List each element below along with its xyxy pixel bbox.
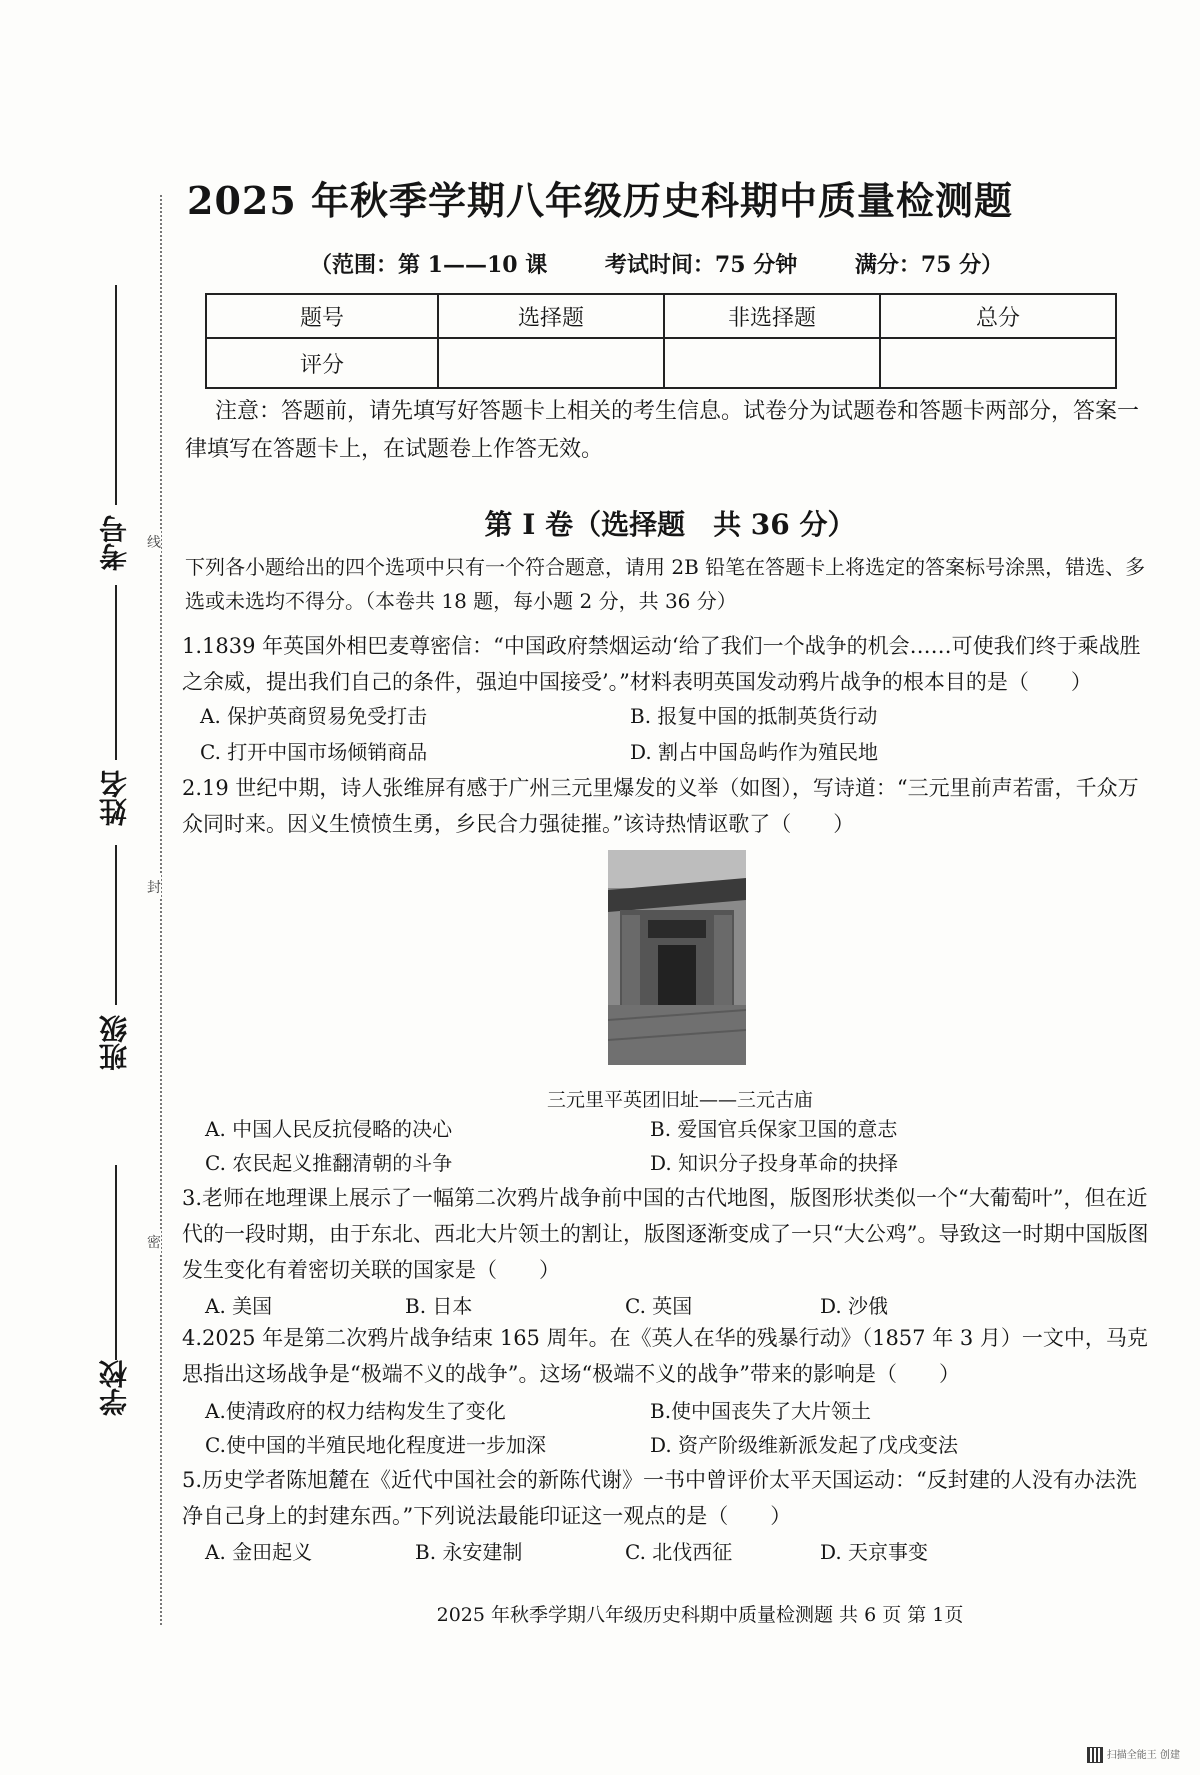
- question-stem: 5.历史学者陈旭麓在《近代中国社会的新陈代谢》一书中曾评价太平天国运动：“反封建的人没有办法洗净自己身上的封建东西。”下列说法最能印证这一观点的是（ ）: [182, 1468, 1137, 1528]
- option-b[interactable]: B.使中国丧失了大片领土: [650, 1399, 872, 1423]
- option-c[interactable]: C. 英国: [625, 1294, 693, 1318]
- bind-mark-seal: 封: [147, 875, 161, 899]
- option-a[interactable]: A. 美国: [205, 1294, 273, 1318]
- option-c[interactable]: C. 农民起义推翻清朝的斗争: [205, 1151, 453, 1175]
- option-d[interactable]: D. 沙俄: [820, 1294, 889, 1318]
- temple-illustration: [608, 850, 746, 1065]
- score-cell[interactable]: [880, 338, 1116, 388]
- option-d[interactable]: D. 天京事变: [820, 1540, 929, 1564]
- option-a[interactable]: A. 保护英商贸易免受打击: [200, 704, 428, 728]
- side-field-rule[interactable]: [115, 585, 117, 760]
- exam-notice: 注意：答题前，请先填写好答题卡上相关的考生信息。试卷分为试题卷和答题卡两部分，答案一律填写在答题卡上，在试题卷上作答无效。: [185, 399, 1140, 462]
- score-header-cell: 题号: [206, 294, 438, 338]
- side-field-label: 考号: [98, 515, 131, 571]
- bind-mark-secret: 密: [147, 1230, 161, 1254]
- option-a[interactable]: A. 金田起义: [205, 1540, 313, 1564]
- scan-watermark-text: 扫描全能王 创建: [1106, 1750, 1180, 1761]
- option-c[interactable]: C. 北伐西征: [625, 1540, 733, 1564]
- score-cell[interactable]: [438, 338, 664, 388]
- option-b[interactable]: B. 日本: [405, 1294, 473, 1318]
- score-header-cell: 总分: [880, 294, 1116, 338]
- question-stem: 3.老师在地理课上展示了一幅第二次鸦片战争前中国的古代地图，版图形状类似一个“大葡萄叶”，但在近代的一段时期，由于东北、西北大片领土的割让，版图逐渐变成了一只“大公鸡”。导致这一时期中国版图发生变化有着密切关联的国家是（ ）: [182, 1186, 1149, 1282]
- side-field-school: [95, 1095, 135, 1435]
- side-field-label: 姓名: [98, 770, 131, 826]
- question-stem: 1.1839 年英国外相巴麦尊密信：“中国政府禁烟运动‘给了我们一个战争的机会……可使我们终于乘战胜之余威，提出我们自己的条件，强迫中国接受’。”材料表明英国发动鸦片战争的根本目的是（ ）: [182, 634, 1141, 694]
- option-c[interactable]: C.使中国的半殖民地化程度进一步加深: [205, 1433, 546, 1457]
- side-field-class: [95, 845, 135, 1095]
- option-c[interactable]: C. 打开中国市场倾销商品: [200, 740, 428, 764]
- question-4: [182, 1320, 1157, 1392]
- section-title: 第 I 卷（选择题 共 36 分）: [484, 508, 856, 541]
- score-header-cell: 非选择题: [664, 294, 880, 338]
- side-field-label: 学校: [95, 1360, 135, 1416]
- binding-dotted-line: [160, 195, 162, 1625]
- option-b[interactable]: B. 永安建制: [415, 1540, 523, 1564]
- bind-mark-line: 线: [147, 530, 161, 554]
- option-d[interactable]: D. 割占中国岛屿作为殖民地: [630, 740, 879, 764]
- question-stem: 2.19 世纪中期，诗人张维屏有感于广州三元里爆发的义举（如图），写诗道：“三元里前声若雷，千众万众同时来。因义生愤愤生勇，乡民合力强徒摧。”该诗热情讴歌了（ ）: [182, 776, 1139, 836]
- exam-time: 考试时间：75 分钟: [604, 252, 798, 278]
- exam-title: 2025 年秋季学期八年级历史科期中质量检测题: [187, 178, 1013, 223]
- side-field-rule[interactable]: [115, 285, 117, 505]
- question-1: [182, 628, 1157, 700]
- qr-code-icon: [1087, 1747, 1103, 1763]
- side-field-label: 班级: [98, 1015, 131, 1071]
- sanyuan-temple-photo: [608, 850, 746, 1065]
- question-2: [182, 770, 1157, 842]
- page-footer: 2025 年秋季学期八年级历史科期中质量检测题 共 6 页 第 1页: [436, 1604, 964, 1626]
- option-a[interactable]: A.使清政府的权力结构发生了变化: [205, 1399, 506, 1423]
- section-instructions: 下列各小题给出的四个选项中只有一个符合题意，请用 2B 铅笔在答题卡上将选定的答案标号涂黑，错选、多选或未选均不得分。（本卷共 18 题，每小题 2 分，共 36 分）: [185, 555, 1146, 613]
- option-b[interactable]: B. 报复中国的抵制英货行动: [630, 704, 878, 728]
- option-d[interactable]: D. 知识分子投身革命的抉择: [650, 1151, 899, 1175]
- question-stem: 4.2025 年是第二次鸦片战争结束 165 周年。在《英人在华的残暴行动》（1857 年 3 月）一文中，马克思指出这场战争是“极端不义的战争”。这场“极端不义的战争”带来的影响是（ ）: [182, 1326, 1148, 1386]
- option-b[interactable]: B. 爱国官兵保家卫国的意志: [650, 1117, 898, 1141]
- side-field-rule[interactable]: [115, 845, 117, 1005]
- photo-caption: 三元里平英团旧址——三元古庙: [546, 1089, 813, 1111]
- question-3: [182, 1180, 1157, 1288]
- score-header-cell: 选择题: [438, 294, 664, 338]
- question-5: [182, 1462, 1157, 1534]
- score-table-header-row: [206, 294, 1116, 338]
- scan-watermark: [1087, 1746, 1180, 1763]
- option-a[interactable]: A. 中国人民反抗侵略的决心: [205, 1117, 453, 1141]
- score-table: [205, 293, 1117, 389]
- exam-range: （范围：第 1——10 课: [310, 252, 548, 278]
- score-table-score-row: [206, 338, 1116, 388]
- side-field-name: [95, 585, 135, 845]
- exam-full-score: 满分：75 分）: [854, 252, 1004, 278]
- exam-subtitle: [310, 248, 1053, 279]
- score-row-label: 评分: [206, 338, 438, 388]
- score-cell[interactable]: [664, 338, 880, 388]
- option-d[interactable]: D. 资产阶级维新派发起了戊戌变法: [650, 1433, 959, 1457]
